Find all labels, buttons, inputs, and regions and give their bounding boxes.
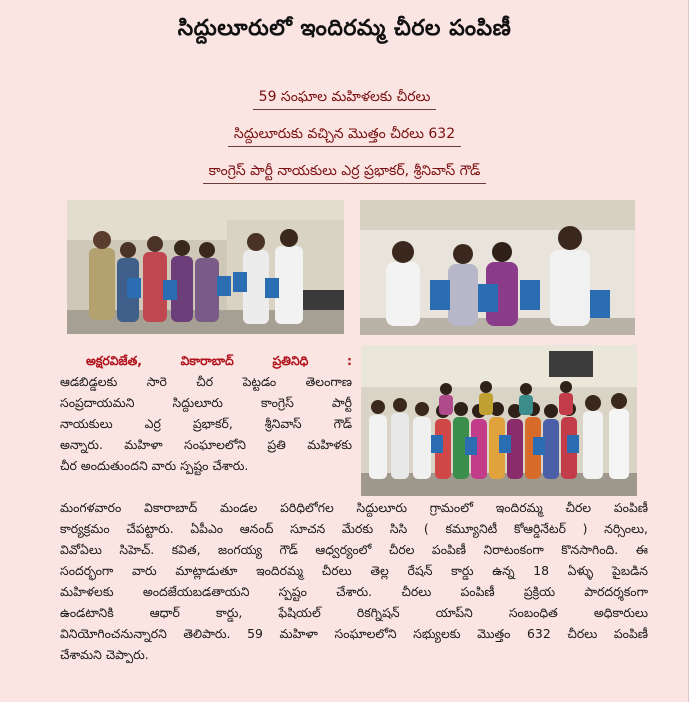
subheading-3: కాంగ్రెస్ పార్టీ నాయకులు ఎర్ర ప్రభాకర్, శ్రీనివాస్ గౌడ్: [0, 161, 689, 184]
article-line: ఉండటానికి ఆధార్ కార్డు, ఫేషియల్ రికగ్నిషన్ యాప్‌ని సంబంధిత అధికారులు: [60, 605, 648, 620]
article-line: మహిళలకు అందజేయబడతాయని స్పష్టం చేశారు. చీరలు పంపిణీ ప్రక్రియ పారదర్శకంగా: [60, 584, 648, 599]
article-line: చేశామని చెప్పారు.: [60, 647, 149, 662]
subheading-2: సిద్దులూరుకు వచ్చిన మొత్తం చీరలు 632: [0, 124, 689, 147]
article-intro-column: [60, 350, 352, 476]
photo-saree-distribution-2: [360, 200, 635, 335]
article-line: మంగళవారం వికారాబాద్ మండల పరిధిలోగల సిద్దులూరు గ్రామంలో ఇందిరమ్మ చీరల పంపిణీ: [60, 500, 648, 515]
photo-saree-distribution-1: [67, 200, 344, 334]
article-line: అన్నారు. మహిళా సంఘాలలోని ప్రతి మహిళకు: [60, 437, 352, 452]
article-line: సంప్రదాయమని సిద్దులూరు కాంగ్రెస్ పార్టీ: [60, 395, 352, 410]
article-line: సందర్భంగా వారు మాట్లాడుతూ ఇందిరమ్మ చీరలు తెల్ల రేషన్ కార్డు ఉన్న 18 ఏళ్ళు పైబడిన: [60, 563, 648, 578]
article-line: వినియోగించనున్నారని తెలిపారు. 59 మహిళా సంఘాలలోని సభ్యులకు మొత్తం 632 చీరలు పంపిణీ: [60, 626, 648, 641]
article-line: కార్యక్రమం చేపట్టారు. ఏపీఎం ఆనంద్ సూచన మేరకు సిసి ( కమ్యూనిటీ కోఆర్డినేటర్ ) నర్సింలు,: [60, 521, 648, 536]
byline: అక్షరవిజేత, వికారాబాద్ ప్రతినిధి :: [86, 353, 352, 368]
article-line: చీర అందుతుందని వారు స్పష్టం చేశారు.: [60, 458, 249, 473]
article-line: నాయకులు ఎర్ర ప్రభాకర్, శ్రీనివాస్ గౌడ్: [60, 416, 352, 431]
page-margin: [0, 702, 689, 709]
subheading-1: 59 సంఘాల మహిళలకు చీరలు: [0, 87, 689, 110]
headline: సిద్దులూరులో ఇందిరమ్మ చీరల పంపిణీ: [177, 16, 512, 41]
photo-group-beneficiaries: [361, 345, 637, 496]
article-line: వివోఏలు సిహెచ్. కవిత, జంగయ్య గౌడ్ ఆధ్వర్యంలో చీరల పంపిణీ నిరాటంకంగా కొనసాగింది. ఈ: [60, 542, 648, 557]
article-line: ఆడబిడ్డలకు సారె చీర పెట్టడం తెలంగాణ: [60, 374, 352, 389]
article-body: [60, 497, 648, 665]
